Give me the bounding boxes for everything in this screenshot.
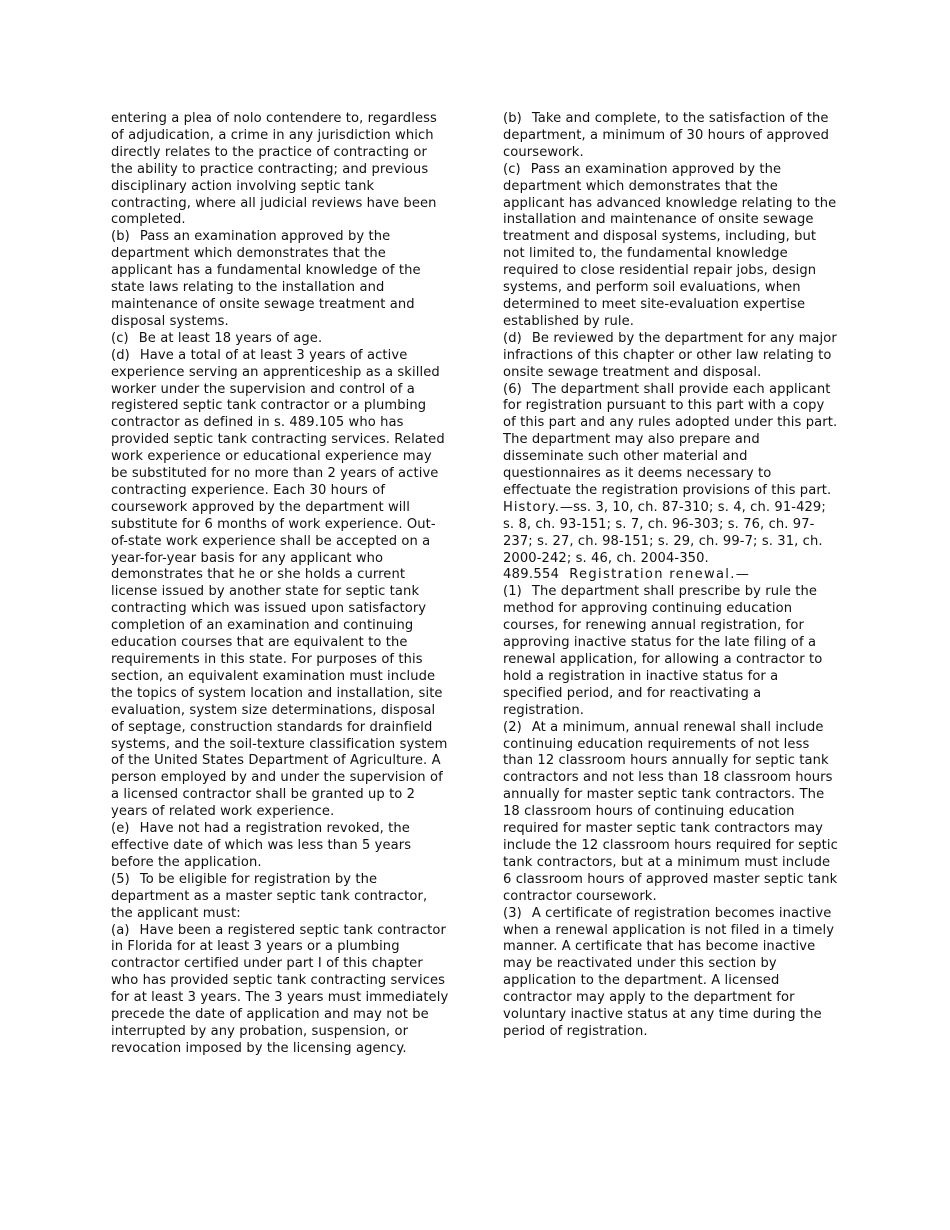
left-column (111, 111, 451, 1058)
item-text: Take and complete, to the satisfaction of the department, a minimum of 30 hours of approved coursework. (503, 111, 830, 160)
item-label: (3) (503, 905, 522, 921)
paragraph-e (111, 821, 451, 872)
item-label: (e) (111, 821, 130, 837)
item-text: A certificate of registration becomes inactive when a renewal application is not filed in a timely manner. A certificate that has become inactive may be reactivated under this section by application to the department. A licensed contractor may apply to the department for voluntary inactive status at any time during the period of registration. (503, 905, 835, 1039)
subsection-5 (111, 872, 451, 923)
item-label: (b) (111, 229, 130, 245)
item-text: To be eligible for registration by the department as a master septic tank contractor, the applicant must: (111, 871, 428, 921)
subsection-6 (503, 382, 841, 500)
paragraph-d (503, 331, 841, 382)
history-label: History. (503, 499, 560, 515)
item-text: Have been a registered septic tank contractor in Florida for at least 3 years or a plumbing contractor certified under part I of this chapter who has provided septic tank contracting services for at least 3 years. The 3 years must immediately precede the date of application and may not be interrupted by any probation, suspension, or revocation imposed by the licensing agency. (111, 922, 449, 1056)
item-label: (c) (111, 330, 129, 346)
item-label: (6) (503, 381, 522, 397)
section-heading (503, 567, 841, 584)
item-label: (b) (503, 111, 522, 126)
item-text: The department shall provide each applicant for registration pursuant to this part with a copy of this part and any rules adopted under this part. The department may also prepare and disseminate such other material and questionnaires as it deems necessary to effectuate the registration provisions of this part. (503, 381, 838, 498)
right-column (503, 111, 841, 1041)
paragraph-b (503, 111, 841, 162)
item-text: Pass an examination approved by the department which demonstrates that the applicant has advanced knowledge relating to the installation and maintenance of onsite sewage treatment and disposal systems, including, but not limited to, the fundamental knowledge required to close residential repair jobs, design systems, and perform soil evaluations, when determined to meet site-evaluation expertise established by rule. (503, 161, 837, 329)
item-label: (2) (503, 719, 522, 735)
history-note (503, 500, 841, 568)
continuation-paragraph: entering a plea of nolo contendere to, regardless of adjudication, a crime in any jurisdiction which directly relates to the practice of contracting or the ability to practice contracting; and previous disciplinary action involving septic tank contracting, where all judicial reviews have been completed. (111, 111, 437, 228)
item-text: Be reviewed by the department for any major infractions of this chapter or other law relating to onsite sewage treatment and disposal. (503, 330, 837, 380)
subsection-3 (503, 906, 841, 1041)
item-label: (d) (503, 330, 522, 346)
paragraph-a (111, 923, 451, 1058)
item-text: The department shall prescribe by rule the method for approving continuing education courses, for renewing annual registration, for approving inactive status for the late filing of a renewal application, for allowing a contractor to hold a registration in inactive status for a specified period, and for reactivating a registration. (503, 584, 823, 718)
item-label: (1) (503, 584, 522, 600)
item-text: Have a total of at least 3 years of active experience serving an apprenticeship as a skilled worker under the supervision and control of a registered septic tank contractor or a plumbing contractor as defined in s. 489.105 who has provided septic tank contracting services. Related work experience or educational experience may be substituted for no more than 2 years of active contracting experience. Each 30 hours of coursework approved by the department will substitute for 6 months of work experience. Out-of-state work experience shall be accepted on a year-for-year basis for any applicant who demonstrates that he or she holds a current license issued by another state for septic tank contracting which was issued upon satisfactory completion of an examination and continuing education courses that are equivalent to the requirements in this state. For purposes of this section, an equivalent examination must include the topics of system location and installation, site evaluation, system size determinations, disposal of septage, construction standards for drainfield systems, and the soil-texture classification system of the United States Department of Agriculture. A person employed by and under the supervision of a licensed contractor shall be granted up to 2 years of related work experience. (111, 347, 448, 820)
paragraph-c (111, 331, 451, 348)
item-label: (c) (503, 161, 521, 177)
section-number: 489.554 (503, 567, 560, 583)
item-text: Have not had a registration revoked, the effective date of which was less than 5 years before the application. (111, 821, 412, 870)
item-text: At a minimum, annual renewal shall include continuing education requirements of not less than 12 classroom hours annually for septic tank contractors and not less than 18 classroom hours annually for master septic tank contractors. The 18 classroom hours of continuing education required for master septic tank contractors may include the 12 classroom hours required for septic tank contractors, but at a minimum must include 6 classroom hours of approved master septic tank contractor coursework. (503, 719, 838, 904)
subsection-1 (503, 584, 841, 719)
item-text: Pass an examination approved by the department which demonstrates that the applicant has a fundamental knowledge of the state laws relating to the installation and maintenance of onsite sewage treatment and disposal systems. (111, 229, 421, 329)
section-title: Registration renewal.— (569, 567, 751, 583)
item-label: (5) (111, 871, 130, 887)
paragraph-b (111, 229, 451, 330)
item-text: Be at least 18 years of age. (138, 330, 323, 346)
item-label: (a) (111, 922, 130, 938)
subsection-2 (503, 720, 841, 906)
history-text: —ss. 3, 10, ch. 87-310; s. 4, ch. 91-429; s. 8, ch. 93-151; s. 7, ch. 96-303; s. 76, ch. 97-237; s. 27, ch. 98-151; s. 29, ch. 99-7; s. 31, ch. 2000-242; s. 46, ch. 2004-350. (503, 499, 826, 566)
paragraph-d (111, 348, 451, 821)
paragraph-c (503, 162, 841, 331)
item-label: (d) (111, 347, 130, 363)
